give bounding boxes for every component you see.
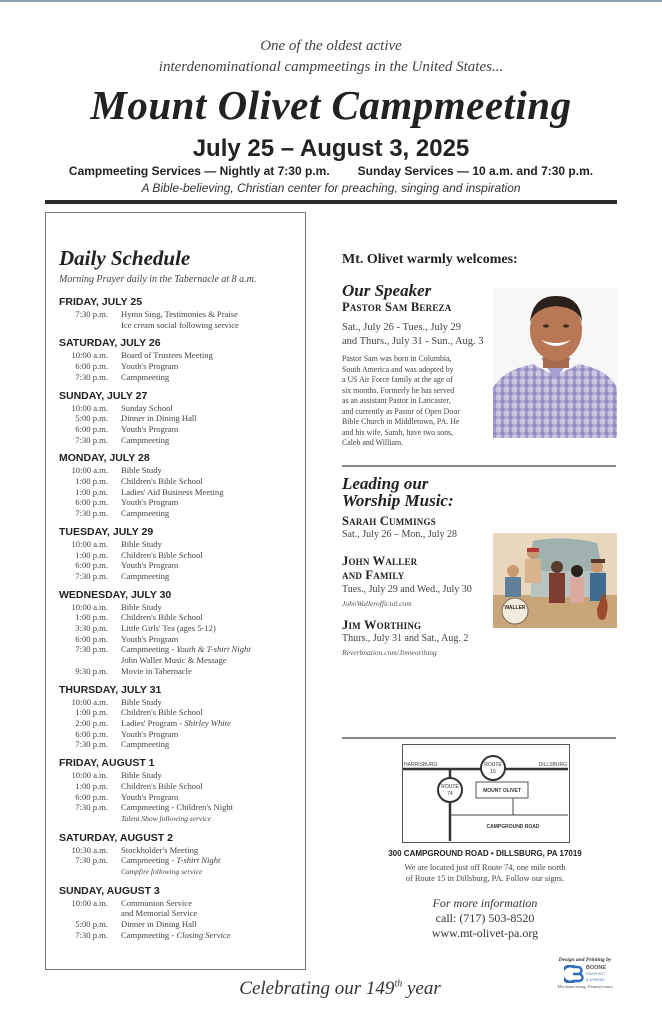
schedule-event (59, 908, 299, 919)
event-time: 10:00 a.m. (71, 770, 108, 781)
logo-name: BOONE (585, 965, 607, 971)
speaker-dates-line-2: and Thurs., July 31 - Sun., Aug. 3 (342, 336, 484, 347)
musician-website-link[interactable]: Reverbnation.com/Jimworthing (342, 648, 437, 657)
event-text: Campmeeting - (121, 644, 177, 655)
schedule-event (59, 539, 299, 550)
schedule-event (59, 320, 299, 331)
musician-name: Jim Worthing (342, 618, 422, 632)
event-text: Bible Study (121, 696, 162, 707)
schedule-event (59, 550, 299, 561)
schedule-event (59, 898, 299, 909)
schedule-subtitle: Morning Prayer daily in the Tabernacle at 8 a.m. (59, 274, 257, 285)
route-15-marker (481, 756, 505, 780)
day-heading: SUNDAY, AUGUST 3 (59, 884, 160, 897)
bio-line: a US Air Force family at the age of (342, 375, 453, 384)
day-heading: THURSDAY, JULY 31 (59, 683, 162, 696)
address: 300 CAMPGROUND ROAD • DILLSBURG, PA 17019 (388, 849, 582, 858)
event-description (121, 898, 299, 909)
schedule-event (59, 729, 299, 740)
event-text: Board of Trustees Meeting (121, 350, 213, 361)
event-time (59, 320, 121, 331)
event-text: Campmeeting (121, 508, 170, 519)
event-note: Talent Show following service (121, 813, 211, 823)
logo-sub: GRAPHICS (585, 972, 605, 976)
day-heading: SATURDAY, JULY 26 (59, 337, 161, 350)
phone-number[interactable]: call: (717) 503-8520 (435, 911, 535, 925)
schedule-days (59, 296, 299, 948)
event-description (121, 707, 299, 718)
event-description (121, 465, 299, 476)
tagline-line-1: One of the oldest active (260, 38, 402, 54)
event-time: 7:30 p.m. (75, 570, 108, 581)
schedule-event (59, 813, 299, 825)
more-info-label: For more information (432, 896, 538, 910)
welcome-heading: Mt. Olivet warmly welcomes: (342, 252, 518, 267)
event-dates: July 25 – August 3, 2025 (192, 135, 470, 162)
event-time: 7:30 p.m. (75, 739, 108, 750)
event-description (121, 309, 299, 320)
event-time: 9:30 p.m. (75, 665, 108, 676)
schedule-event (59, 792, 299, 803)
event-time: 10:00 a.m. (71, 897, 108, 908)
event-description (121, 908, 299, 919)
event-description (121, 497, 299, 508)
event-time: 3:30 p.m. (75, 623, 108, 634)
event-text: Campmeeting - (121, 929, 177, 940)
sunday-services: Sunday Services — 10 a.m. and 7:30 p.m. (357, 164, 594, 178)
route-15-label: ROUTE (484, 762, 502, 768)
bio-line: and his wife, Sarah, have two sons, (342, 427, 454, 437)
schedule-day (59, 589, 299, 677)
bio-line: and currently as Pastor of Open Door (342, 406, 460, 416)
music-heading-line-2: Worship Music: (342, 491, 454, 510)
event-text: Bible Study (121, 601, 162, 612)
bio-line: Pastor Sam was born in Columbia, (342, 354, 452, 363)
event-time: 1:00 p.m. (75, 549, 108, 560)
event-text: Hymn Sing, Testimonies & Praise (121, 309, 238, 319)
event-time: 10:00 a.m. (71, 601, 108, 612)
schedule-day (59, 832, 299, 878)
event-time: 7:30 p.m. (75, 644, 108, 655)
event-text: Youth's Program (121, 728, 179, 739)
event-time: 1:00 p.m. (75, 612, 108, 623)
event-time: 6:00 p.m. (75, 728, 108, 739)
celebrate-ordinal: th (394, 978, 403, 990)
event-text: Bible Study (121, 538, 162, 549)
event-text: Youth's Program (121, 791, 179, 802)
event-time (59, 813, 121, 825)
event-description (121, 539, 299, 550)
event-time: 6:00 p.m. (75, 423, 108, 434)
event-description (121, 770, 299, 781)
schedule-event (59, 718, 299, 729)
event-description (121, 372, 299, 383)
musician-name: John Waller (342, 554, 418, 568)
schedule-event (59, 465, 299, 476)
event-text: Little Girls' Tea (ages 5-12) (121, 623, 216, 634)
event-highlight: T-shirt Night (176, 855, 221, 866)
event-description (121, 435, 299, 446)
event-text: Ice cream social following service (121, 319, 239, 330)
section-divider (342, 737, 616, 739)
event-time: 7:30 p.m. (75, 371, 108, 382)
event-time: 7:30 p.m. (75, 434, 108, 445)
day-heading: FRIDAY, AUGUST 1 (59, 757, 155, 770)
event-text: Children's Bible School (121, 780, 203, 791)
day-heading: SUNDAY, JULY 27 (59, 389, 148, 402)
day-heading: TUESDAY, JULY 29 (59, 525, 154, 538)
event-text: Children's Bible School (121, 476, 203, 487)
location-directions (340, 862, 630, 884)
schedule-event (59, 866, 299, 878)
top-border (0, 0, 662, 2)
day-heading: WEDNESDAY, JULY 30 (59, 588, 172, 601)
schedule-event (59, 508, 299, 519)
anniversary-line (200, 977, 480, 1001)
event-time: 1:00 p.m. (75, 707, 108, 718)
event-time: 10:00 a.m. (71, 350, 108, 361)
map-venue-label: MOUNT OLIVET (483, 788, 521, 794)
event-time (59, 866, 121, 878)
motto: A Bible-believing, Christian center for preaching, singing and inspiration (141, 181, 521, 195)
musician-dates: Sat., July 26 – Mon., July 28 (342, 529, 458, 540)
tagline (0, 36, 662, 78)
event-text: Stockholder's Meeting (121, 844, 199, 855)
event-description (121, 361, 299, 372)
service-times (0, 164, 662, 179)
map-diagram (403, 745, 568, 841)
schedule-event (59, 919, 299, 930)
schedule-event (59, 623, 299, 634)
event-time: 7:30 p.m. (75, 802, 108, 813)
event-text: Campmeeting (121, 371, 170, 382)
schedule-event (59, 634, 299, 645)
route-74-marker (438, 778, 462, 802)
musician-name: Sarah Cummings (342, 514, 436, 528)
schedule-event (59, 612, 299, 623)
event-time: 6:00 p.m. (75, 791, 108, 802)
event-text: Ladies' Program - (121, 717, 185, 728)
day-heading: MONDAY, JULY 28 (59, 452, 150, 465)
event-note: Campfire following service (121, 867, 203, 877)
boone-graphics-logo (540, 964, 630, 984)
event-time: 7:30 p.m. (75, 855, 108, 866)
event-description (121, 487, 299, 498)
bio-line: South America and was adopted by (342, 364, 454, 374)
schedule-event (59, 697, 299, 708)
event-description (121, 739, 299, 750)
credit-line: Design and Printing by (558, 957, 612, 963)
event-time: 10:00 a.m. (71, 538, 108, 549)
schedule-event (59, 781, 299, 792)
event-time: 1:00 p.m. (75, 486, 108, 497)
event-description (121, 571, 299, 582)
event-time (59, 908, 121, 919)
schedule-event (59, 655, 299, 666)
event-time: 10:00 a.m. (71, 402, 108, 413)
event-description (121, 560, 299, 571)
musician-dates: Tues., July 29 and Wed., July 30 (342, 584, 472, 595)
schedule-event (59, 435, 299, 446)
map-label-dillsburg: DILLSBURG (538, 762, 567, 768)
event-description (121, 634, 299, 645)
schedule-event (59, 739, 299, 750)
event-text: Youth's Program (121, 560, 179, 571)
logo-sub-2: & APPAREL (585, 978, 606, 982)
speaker-bio (342, 354, 487, 449)
contact-info (340, 896, 630, 941)
event-description (121, 781, 299, 792)
event-description (121, 350, 299, 361)
musician-jim-worthing (342, 618, 468, 658)
location-map (402, 744, 570, 843)
event-text: Children's Bible School (121, 707, 203, 718)
event-time: 1:00 p.m. (75, 780, 108, 791)
schedule-event (59, 707, 299, 718)
event-description (121, 550, 299, 561)
event-time: 1:00 p.m. (75, 476, 108, 487)
event-description (121, 792, 299, 803)
event-text: Children's Bible School (121, 549, 203, 560)
route-15-number: 15 (490, 769, 496, 775)
schedule-event (59, 560, 299, 571)
schedule-day (59, 296, 299, 330)
event-description (121, 919, 299, 930)
event-description (121, 602, 299, 613)
event-description (121, 855, 299, 866)
event-description (121, 644, 299, 655)
event-description (121, 413, 299, 424)
event-text: John Waller Music & Message (121, 655, 227, 666)
website-link[interactable]: www.mt-olivet-pa.org (431, 926, 539, 940)
speaker-heading: Our Speaker (342, 281, 432, 300)
event-description (121, 424, 299, 435)
event-description (121, 612, 299, 623)
event-text: Youth's Program (121, 633, 179, 644)
page-title: Mount Olivet Campmeeting (90, 82, 572, 128)
musician-john-waller (342, 554, 472, 609)
event-time: 6:00 p.m. (75, 497, 108, 508)
event-text: Children's Bible School (121, 612, 203, 623)
celebrate-text: Celebrating our 149 (239, 978, 395, 999)
event-text: Bible Study (121, 770, 162, 781)
event-description (121, 655, 299, 666)
printer-credits (540, 957, 630, 990)
header-divider (45, 200, 617, 204)
event-time: 7:30 p.m. (75, 508, 108, 519)
speaker-name: Pastor Sam Bereza (342, 300, 452, 314)
event-text: Dinner in Dining Hall (121, 919, 197, 930)
schedule-event (59, 855, 299, 866)
event-description (121, 476, 299, 487)
event-time: 7:30 p.m. (75, 929, 108, 940)
event-time: 10:30 a.m. (71, 844, 108, 855)
event-text: Youth's Program (121, 423, 179, 434)
section-divider (342, 465, 616, 467)
bio-line: Bible Church in Middletown, PA. He (342, 417, 460, 426)
speaker-dates (342, 321, 484, 349)
schedule-event (59, 372, 299, 383)
schedule-day (59, 390, 299, 446)
event-highlight: Youth & T-shirt Night (176, 644, 251, 655)
day-heading: FRIDAY, JULY 25 (59, 296, 143, 308)
speaker-portrait-image (493, 288, 617, 438)
schedule-event (59, 644, 299, 655)
schedule-event (59, 309, 299, 320)
event-time: 5:00 p.m. (75, 919, 108, 930)
event-text: Dinner in Dining Hall (121, 413, 197, 424)
celebrate-year: year (402, 978, 441, 999)
schedule-event (59, 424, 299, 435)
schedule-event (59, 403, 299, 414)
credit-city: Mechanicsburg, Pennsylvania (557, 984, 613, 989)
bio-line: six months. Formerly he has served (342, 385, 455, 395)
schedule-event (59, 770, 299, 781)
event-time: 2:00 p.m. (75, 717, 108, 728)
schedule-day (59, 526, 299, 582)
schedule-event (59, 802, 299, 813)
event-time: 5:00 p.m. (75, 413, 108, 424)
bio-line: Caleb and William. (342, 438, 404, 447)
event-description (121, 508, 299, 519)
schedule-day (59, 452, 299, 519)
event-description (121, 813, 299, 825)
schedule-day (59, 684, 299, 751)
event-text: Youth's Program (121, 361, 179, 372)
event-highlight: Shirley White (184, 717, 231, 728)
speaker-photo (493, 288, 617, 438)
schedule-event (59, 476, 299, 487)
schedule-day (59, 337, 299, 382)
event-description (121, 718, 299, 729)
schedule-event (59, 487, 299, 498)
event-text: Sunday School (121, 402, 173, 413)
musician-sarah-cummings (342, 514, 457, 541)
event-text: Campmeeting (121, 570, 170, 581)
schedule-day (59, 757, 299, 825)
event-text: Communion Service (121, 897, 192, 908)
schedule-event (59, 845, 299, 856)
event-time: 10:00 a.m. (71, 696, 108, 707)
map-road-label: CAMPGROUND ROAD (486, 824, 540, 830)
event-text: Campmeeting (121, 434, 170, 445)
schedule-event (59, 413, 299, 424)
music-heading (342, 475, 454, 509)
event-time: 6:00 p.m. (75, 633, 108, 644)
schedule-event (59, 602, 299, 613)
event-time: 6:00 p.m. (75, 361, 108, 372)
campmeeting-services: Campmeeting Services — Nightly at 7:30 p.m. (68, 164, 330, 178)
schedule-day (59, 885, 299, 941)
event-description (121, 729, 299, 740)
family-photo-image (493, 533, 617, 628)
event-description (121, 802, 299, 813)
schedule-event (59, 361, 299, 372)
schedule-event (59, 666, 299, 677)
event-text: Campmeeting - (121, 855, 177, 866)
event-description (121, 623, 299, 634)
route-74-number: 74 (447, 791, 453, 797)
event-text: Youth's Program (121, 497, 179, 508)
schedule-event (59, 350, 299, 361)
event-time: 10:00 a.m. (71, 465, 108, 476)
event-highlight: Closing Service (176, 929, 231, 940)
schedule-event (59, 930, 299, 941)
event-description (121, 845, 299, 856)
speaker-dates-line-1: Sat., July 26 - Tues., July 29 (342, 322, 462, 333)
schedule-event (59, 497, 299, 508)
event-text: Ladies' Aid Business Meeting (121, 486, 224, 497)
music-heading-line-1: Leading our (342, 474, 429, 493)
waller-family-photo (493, 533, 617, 628)
bio-line: as an assistant Pastor in Lancaster, (342, 396, 451, 405)
event-description (121, 866, 299, 878)
musician-name-line-2: and Family (342, 568, 405, 582)
boone-logo-icon (564, 965, 584, 983)
drum-text: WALLER (504, 605, 526, 611)
musician-dates: Thurs., July 31 and Sat., Aug. 2 (342, 633, 469, 644)
map-label-harrisburg: HARRISBURG (404, 762, 438, 768)
event-time (59, 655, 121, 666)
directions-line-2: of Route 15 in Dillsburg, PA. Follow our signs. (405, 874, 565, 883)
event-text: Campmeeting (121, 739, 170, 750)
schedule-event (59, 571, 299, 582)
day-heading: SATURDAY, AUGUST 2 (59, 831, 173, 844)
route-74-label: ROUTE (441, 784, 459, 790)
event-description (121, 320, 299, 331)
directions-line-1: We are located just off Route 74, one mile north (404, 863, 566, 872)
schedule-title: Daily Schedule (59, 246, 191, 270)
event-time: 7:30 p.m. (75, 309, 108, 319)
event-description (121, 666, 299, 677)
event-description (121, 403, 299, 414)
event-text: and Memorial Service (121, 908, 198, 919)
tagline-line-2: interdenominational campmeetings in the United States... (158, 59, 504, 75)
musician-website-link[interactable]: JohnWallerofficial.com (342, 599, 412, 608)
event-text: Campmeeting - Children's Night (121, 802, 234, 813)
event-description (121, 697, 299, 708)
event-time: 6:00 p.m. (75, 560, 108, 571)
event-text: Movie in Tabernacle (121, 665, 192, 676)
event-text: Bible Study (121, 465, 162, 476)
event-description (121, 930, 299, 941)
